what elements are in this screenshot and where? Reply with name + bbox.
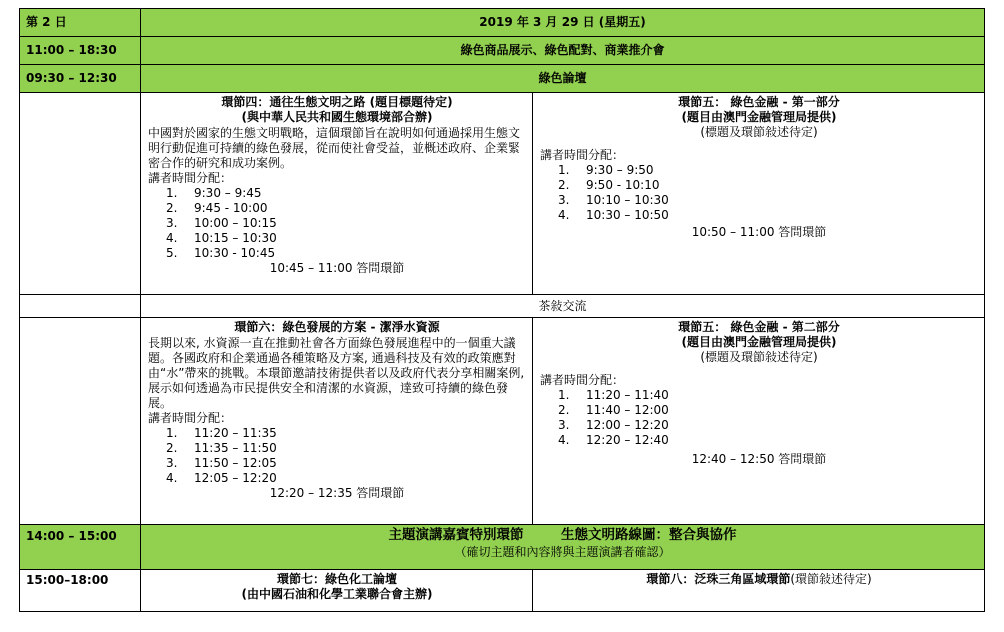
session5b-cell [533, 318, 985, 525]
morning-sessions-row [20, 93, 985, 295]
session5b-title: 環節五： 綠色金融 - 第二部分 [678, 320, 840, 334]
tea-break-row [20, 295, 985, 318]
keynote-note: （確切主題和內容將與主題演講者確認） [454, 545, 671, 559]
session4-subtitle: (與中華人民共和國生態環境部合辦) [241, 110, 433, 124]
forum-time: 09:30 – 12:30 [20, 65, 141, 93]
empty-time-cell [20, 318, 141, 525]
expo-row [20, 37, 985, 65]
list-item: 3. 12:00 – 12:20 [558, 418, 669, 432]
session7-subtitle: (由中國石油和化學工業聯合會主辦) [241, 587, 433, 601]
session5b-note: (標題及環節敍述待定) [700, 350, 818, 364]
list-item: 2. 11:35 – 11:50 [166, 441, 277, 455]
session7-title: 環節七：綠色化工論壇 [276, 572, 397, 586]
list-item: 1. 9:30 – 9:50 [558, 163, 654, 177]
list-item: 1. 11:20 – 11:40 [558, 388, 669, 402]
session5a-title: 環節五： 綠色金融 - 第一部分 [678, 95, 840, 109]
session4-qa: 10:45 – 11:00 答問環節 [269, 261, 405, 275]
session7-cell [141, 570, 533, 612]
list-item: 2. 9:50 - 10:10 [558, 178, 660, 192]
session4-title: 環節四：通往生態文明之路 (題目標題待定) [221, 95, 453, 109]
session6-body: 長期以來, 水資源一直在推動社會各方面綠色發展進程中的一個重大議題。各國政府和企業通過各種策略及方案, 通過科技及有效的政策應對由“水”帶來的挑戰。本環節邀請技術提供者以及政府代表分享相關案例, 展示如何透過為市民提供安全和清潔的水資源，達致可持續的綠色發展。 [148, 336, 525, 410]
session6-qa: 12:20 – 12:35 答問環節 [269, 486, 405, 500]
day-label: 第 2 日 [20, 9, 141, 37]
keynote-row [20, 525, 985, 570]
session5a-cell [533, 93, 985, 295]
list-item: 2. 11:40 – 12:00 [558, 403, 669, 417]
expo-title: 綠色商品展示、綠色配對、商業推介會 [141, 37, 985, 65]
forum-title: 綠色論壇 [141, 65, 985, 93]
session4-slots [148, 186, 526, 261]
session8-cell [533, 570, 985, 612]
list-item: 2. 9:45 - 10:00 [166, 201, 268, 215]
keynote-cell [141, 525, 985, 570]
session5a-subtitle: (題目由澳門金融管理局提供) [681, 110, 837, 124]
session5b-alloc-label: 講者時間分配： [540, 373, 625, 387]
empty-time-cell [20, 295, 141, 318]
session5a-note: (標題及環節敍述待定) [700, 125, 818, 139]
list-item: 4. 10:15 – 10:30 [166, 231, 277, 245]
session6-slots [148, 426, 526, 486]
session5b-slots [540, 388, 978, 448]
keynote-title: 主題演講嘉賓特別環節 生態文明路線圖：整合與協作 [388, 527, 737, 543]
list-item: 3. 10:10 – 10:30 [558, 193, 669, 207]
session6-alloc-label: 講者時間分配： [148, 411, 233, 425]
list-item: 1. 9:30 – 9:45 [166, 186, 262, 200]
afternoon-time: 15:00–18:00 [20, 570, 141, 612]
date-label: 2019 年 3 月 29 日 (星期五) [141, 9, 985, 37]
day-header-row [20, 9, 985, 37]
session5b-qa: 12:40 – 12:50 答問環節 [691, 452, 827, 466]
session4-alloc-label: 講者時間分配： [148, 171, 233, 185]
list-item: 4. 10:30 – 10:50 [558, 208, 669, 222]
list-item: 4. 12:20 – 12:40 [558, 433, 669, 447]
session6-cell [141, 318, 533, 525]
session4-body: 中國對於國家的生態文明戰略，這個環節旨在說明如何通過採用生態文明行動促進可持續的綠色發展，從而使社會受益，並概述政府、企業緊密合作的研究和成功案例。 [148, 126, 521, 170]
session5b-subtitle: (題目由澳門金融管理局提供) [681, 335, 837, 349]
session5a-qa: 10:50 – 11:00 答問環節 [691, 225, 827, 239]
late-morning-sessions-row [20, 318, 985, 525]
session4-cell [141, 93, 533, 295]
list-item: 1. 11:20 – 11:35 [166, 426, 277, 440]
list-item: 3. 10:00 – 10:15 [166, 216, 277, 230]
session8-note: (環節敍述待定) [790, 572, 872, 586]
keynote-time: 14:00 – 15:00 [20, 525, 141, 570]
list-item: 4. 12:05 – 12:20 [166, 471, 277, 485]
forum-row [20, 65, 985, 93]
afternoon-row [20, 570, 985, 612]
empty-time-cell [20, 93, 141, 295]
session8-title: 環節八：泛珠三角區域環節 [646, 572, 791, 586]
list-item: 3. 11:50 – 12:05 [166, 456, 277, 470]
tea-break-label: 茶敍交流 [141, 295, 985, 318]
schedule-table [19, 8, 985, 612]
session5a-alloc-label: 講者時間分配： [540, 148, 625, 162]
session5a-slots [540, 163, 978, 223]
expo-time: 11:00 – 18:30 [20, 37, 141, 65]
session6-title: 環節六：綠色發展的方案 - 潔淨水資源 [234, 320, 440, 334]
list-item: 5. 10:30 - 10:45 [166, 246, 276, 260]
